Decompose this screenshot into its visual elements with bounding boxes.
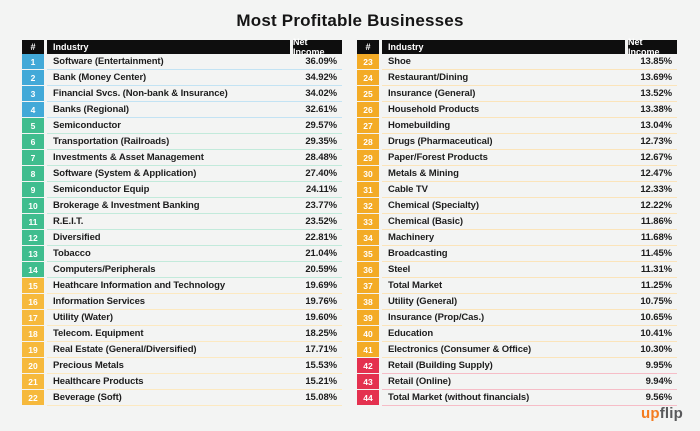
left-table-header	[22, 37, 342, 57]
rank-badge: 30	[357, 166, 379, 182]
table-row	[22, 310, 342, 326]
table-row	[22, 230, 342, 246]
industry-name: Insurance (General)	[388, 88, 476, 99]
row-content	[47, 70, 342, 86]
net-income-value: 28.48%	[305, 152, 337, 163]
row-content	[382, 374, 677, 390]
industry-name: Utility (Water)	[53, 312, 113, 323]
row-content	[382, 86, 677, 102]
industry-name: Banks (Regional)	[53, 104, 129, 115]
row-content	[47, 54, 342, 70]
industry-name: Bank (Money Center)	[53, 72, 147, 83]
net-income-value: 32.61%	[305, 104, 337, 115]
table-row	[22, 70, 342, 86]
net-income-value: 13.52%	[640, 88, 672, 99]
row-content	[382, 246, 677, 262]
industry-name: Software (System & Application)	[53, 168, 197, 179]
net-income-value: 11.45%	[640, 248, 672, 259]
row-content	[47, 310, 342, 326]
left-table	[22, 37, 342, 406]
rank-badge: 21	[22, 374, 44, 390]
rank-column-header: #	[22, 40, 44, 54]
industry-name: Investments & Asset Management	[53, 152, 204, 163]
net-income-value: 23.77%	[305, 200, 337, 211]
row-content	[47, 326, 342, 342]
industry-name: Beverage (Soft)	[53, 392, 122, 403]
net-income-value: 22.81%	[305, 232, 337, 243]
industry-name: Insurance (Prop/Cas.)	[388, 312, 485, 323]
rank-badge: 4	[22, 102, 44, 118]
table-row	[357, 326, 677, 342]
net-income-value: 19.60%	[305, 312, 337, 323]
rank-badge: 12	[22, 230, 44, 246]
table-row	[357, 102, 677, 118]
net-income-value: 34.92%	[305, 72, 337, 83]
industry-name: Diversified	[53, 232, 101, 243]
row-content	[47, 102, 342, 118]
row-content	[382, 294, 677, 310]
right-table-header	[357, 37, 677, 57]
table-row	[357, 54, 677, 70]
industry-name: Information Services	[53, 296, 145, 307]
table-row	[357, 310, 677, 326]
table-row	[22, 294, 342, 310]
table-row	[357, 70, 677, 86]
net-income-value: 10.41%	[640, 328, 672, 339]
rank-badge: 35	[357, 246, 379, 262]
row-content	[47, 390, 342, 406]
net-income-value: 29.35%	[305, 136, 337, 147]
row-content	[47, 166, 342, 182]
row-content	[47, 118, 342, 134]
page-title: Most Profitable Businesses	[236, 11, 464, 30]
industry-name: Transportation (Railroads)	[53, 136, 170, 147]
table-row	[357, 198, 677, 214]
row-content	[47, 86, 342, 102]
table-row	[357, 166, 677, 182]
rank-badge: 23	[357, 54, 379, 70]
rank-badge: 19	[22, 342, 44, 358]
logo-part-up: up	[640, 405, 660, 422]
table-row	[22, 358, 342, 374]
rank-badge: 37	[357, 278, 379, 294]
industry-name: R.E.I.T.	[53, 216, 84, 227]
net-income-value: 13.69%	[640, 72, 672, 83]
rank-badge: 41	[357, 342, 379, 358]
table-row	[22, 214, 342, 230]
industry-column-header: Industry	[47, 40, 290, 54]
table-row	[22, 134, 342, 150]
row-content	[47, 230, 342, 246]
row-content	[47, 198, 342, 214]
row-content	[47, 262, 342, 278]
rank-badge: 3	[22, 86, 44, 102]
row-content	[382, 278, 677, 294]
net-income-value: 12.73%	[640, 136, 672, 147]
rank-badge: 15	[22, 278, 44, 294]
row-content	[47, 342, 342, 358]
row-content	[382, 182, 677, 198]
rank-badge: 6	[22, 134, 44, 150]
row-content	[382, 390, 677, 406]
row-content	[47, 278, 342, 294]
rank-badge: 5	[22, 118, 44, 134]
row-content	[47, 374, 342, 390]
table-row	[22, 278, 342, 294]
industry-name: Metals & Mining	[388, 168, 459, 179]
industry-name: Shoe	[388, 56, 411, 67]
row-content	[382, 326, 677, 342]
row-content	[47, 358, 342, 374]
table-row	[22, 374, 342, 390]
industry-name: Semiconductor Equip	[53, 184, 150, 195]
table-row	[357, 374, 677, 390]
table-row	[22, 86, 342, 102]
industry-name: Drugs (Pharmaceutical)	[388, 136, 493, 147]
net-income-value: 12.67%	[640, 152, 672, 163]
industry-name: Healthcare Products	[53, 376, 144, 387]
table-row	[357, 294, 677, 310]
net-income-value: 9.95%	[645, 360, 672, 371]
row-content	[47, 246, 342, 262]
net-income-value: 11.68%	[640, 232, 672, 243]
rank-badge: 34	[357, 230, 379, 246]
net-income-value: 15.08%	[305, 392, 337, 403]
table-row	[22, 246, 342, 262]
industry-name: Steel	[388, 264, 411, 275]
row-content	[47, 214, 342, 230]
net-income-value: 12.22%	[640, 200, 672, 211]
row-content	[47, 294, 342, 310]
industry-name: Machinery	[388, 232, 435, 243]
table-row	[22, 390, 342, 406]
rank-badge: 31	[357, 182, 379, 198]
table-row	[22, 118, 342, 134]
industry-name: Precious Metals	[53, 360, 124, 371]
industry-name: Chemical (Basic)	[388, 216, 463, 227]
rank-badge: 25	[357, 86, 379, 102]
net-income-column-header: Net Income	[293, 40, 342, 54]
net-income-value: 9.56%	[645, 392, 672, 403]
rank-badge: 33	[357, 214, 379, 230]
table-row	[22, 102, 342, 118]
industry-name: Chemical (Specialty)	[388, 200, 479, 211]
rank-badge: 26	[357, 102, 379, 118]
table-row	[357, 182, 677, 198]
net-income-value: 11.31%	[640, 264, 672, 275]
net-income-value: 11.86%	[640, 216, 672, 227]
table-row	[357, 86, 677, 102]
rank-badge: 9	[22, 182, 44, 198]
net-income-value: 10.65%	[640, 312, 672, 323]
row-content	[382, 150, 677, 166]
row-content	[382, 118, 677, 134]
row-content	[382, 230, 677, 246]
net-income-value: 29.57%	[305, 120, 337, 131]
rank-badge: 17	[22, 310, 44, 326]
industry-name: Retail (Building Supply)	[388, 360, 493, 371]
row-content	[382, 310, 677, 326]
table-row	[357, 358, 677, 374]
rank-badge: 16	[22, 294, 44, 310]
row-content	[382, 358, 677, 374]
rank-badge: 40	[357, 326, 379, 342]
net-income-value: 17.71%	[305, 344, 337, 355]
rank-badge: 44	[357, 390, 379, 406]
industry-name: Real Estate (General/Diversified)	[53, 344, 197, 355]
table-row	[357, 390, 677, 406]
industry-name: Homebuilding	[388, 120, 451, 131]
industry-column-header: Industry	[382, 40, 625, 54]
net-income-value: 15.53%	[305, 360, 337, 371]
industry-name: Heathcare Information and Technology	[53, 280, 225, 291]
net-income-value: 12.33%	[640, 184, 672, 195]
table-row	[22, 326, 342, 342]
left-table-body	[22, 54, 342, 406]
rank-badge: 32	[357, 198, 379, 214]
industry-name: Retail (Online)	[388, 376, 451, 387]
net-income-value: 34.02%	[305, 88, 337, 99]
industry-name: Total Market	[388, 280, 443, 291]
rank-badge: 7	[22, 150, 44, 166]
industry-name: Computers/Peripherals	[53, 264, 156, 275]
row-content	[47, 134, 342, 150]
net-income-value: 19.76%	[305, 296, 337, 307]
rank-badge: 8	[22, 166, 44, 182]
table-row	[357, 230, 677, 246]
row-content	[47, 182, 342, 198]
rank-badge: 38	[357, 294, 379, 310]
right-table	[357, 37, 677, 406]
industry-name: Utility (General)	[388, 296, 458, 307]
table-row	[22, 182, 342, 198]
table-row	[357, 118, 677, 134]
net-income-value: 27.40%	[305, 168, 337, 179]
industry-name: Software (Entertainment)	[53, 56, 164, 67]
industry-name: Brokerage & Investment Banking	[53, 200, 200, 211]
rank-badge: 20	[22, 358, 44, 374]
industry-name: Total Market (without financials)	[388, 392, 530, 403]
rank-badge: 28	[357, 134, 379, 150]
net-income-value: 13.38%	[640, 104, 672, 115]
table-row	[357, 342, 677, 358]
right-table-body	[357, 54, 677, 406]
net-income-value: 21.04%	[305, 248, 337, 259]
industry-name: Household Products	[388, 104, 480, 115]
rank-badge: 2	[22, 70, 44, 86]
upflip-logo	[641, 405, 683, 422]
table-row	[357, 246, 677, 262]
net-income-column-header: Net Income	[628, 40, 677, 54]
row-content	[382, 342, 677, 358]
table-row	[22, 342, 342, 358]
industry-name: Cable TV	[388, 184, 428, 195]
rank-badge: 11	[22, 214, 44, 230]
rank-column-header: #	[357, 40, 379, 54]
table-row	[22, 198, 342, 214]
table-row	[357, 214, 677, 230]
net-income-value: 36.09%	[305, 56, 337, 67]
industry-name: Financial Svcs. (Non-bank & Insurance)	[53, 88, 228, 99]
industry-name: Broadcasting	[388, 248, 448, 259]
rank-badge: 29	[357, 150, 379, 166]
net-income-value: 12.47%	[640, 168, 672, 179]
net-income-value: 23.52%	[305, 216, 337, 227]
net-income-value: 11.25%	[640, 280, 672, 291]
rank-badge: 22	[22, 390, 44, 406]
net-income-value: 13.04%	[640, 120, 672, 131]
rank-badge: 36	[357, 262, 379, 278]
rank-badge: 1	[22, 54, 44, 70]
industry-name: Restaurant/Dining	[388, 72, 469, 83]
tables-container	[0, 37, 700, 406]
net-income-value: 15.21%	[305, 376, 337, 387]
logo-part-flip: flip	[659, 405, 683, 422]
net-income-value: 13.85%	[640, 56, 672, 67]
net-income-value: 18.25%	[305, 328, 337, 339]
net-income-value: 9.94%	[645, 376, 672, 387]
net-income-value: 24.11%	[305, 184, 337, 195]
industry-name: Paper/Forest Products	[388, 152, 488, 163]
row-content	[382, 262, 677, 278]
industry-name: Telecom. Equipment	[53, 328, 144, 339]
rank-badge: 27	[357, 118, 379, 134]
table-row	[22, 262, 342, 278]
row-content	[382, 166, 677, 182]
industry-name: Education	[388, 328, 434, 339]
net-income-value: 19.69%	[305, 280, 337, 291]
row-content	[382, 134, 677, 150]
row-content	[382, 54, 677, 70]
industry-name: Semiconductor	[53, 120, 121, 131]
rank-badge: 42	[357, 358, 379, 374]
industry-name: Tobacco	[53, 248, 91, 259]
industry-name: Electronics (Consumer & Office)	[388, 344, 532, 355]
rank-badge: 18	[22, 326, 44, 342]
row-content	[382, 70, 677, 86]
rank-badge: 24	[357, 70, 379, 86]
row-content	[382, 102, 677, 118]
table-row	[22, 54, 342, 70]
row-content	[382, 198, 677, 214]
table-row	[22, 166, 342, 182]
rank-badge: 10	[22, 198, 44, 214]
rank-badge: 13	[22, 246, 44, 262]
rank-badge: 14	[22, 262, 44, 278]
rank-badge: 43	[357, 374, 379, 390]
net-income-value: 10.75%	[640, 296, 672, 307]
net-income-value: 20.59%	[305, 264, 337, 275]
table-row	[22, 150, 342, 166]
table-row	[357, 134, 677, 150]
row-content	[47, 150, 342, 166]
table-row	[357, 262, 677, 278]
net-income-value: 10.30%	[640, 344, 672, 355]
table-row	[357, 150, 677, 166]
table-row	[357, 278, 677, 294]
rank-badge: 39	[357, 310, 379, 326]
row-content	[382, 214, 677, 230]
